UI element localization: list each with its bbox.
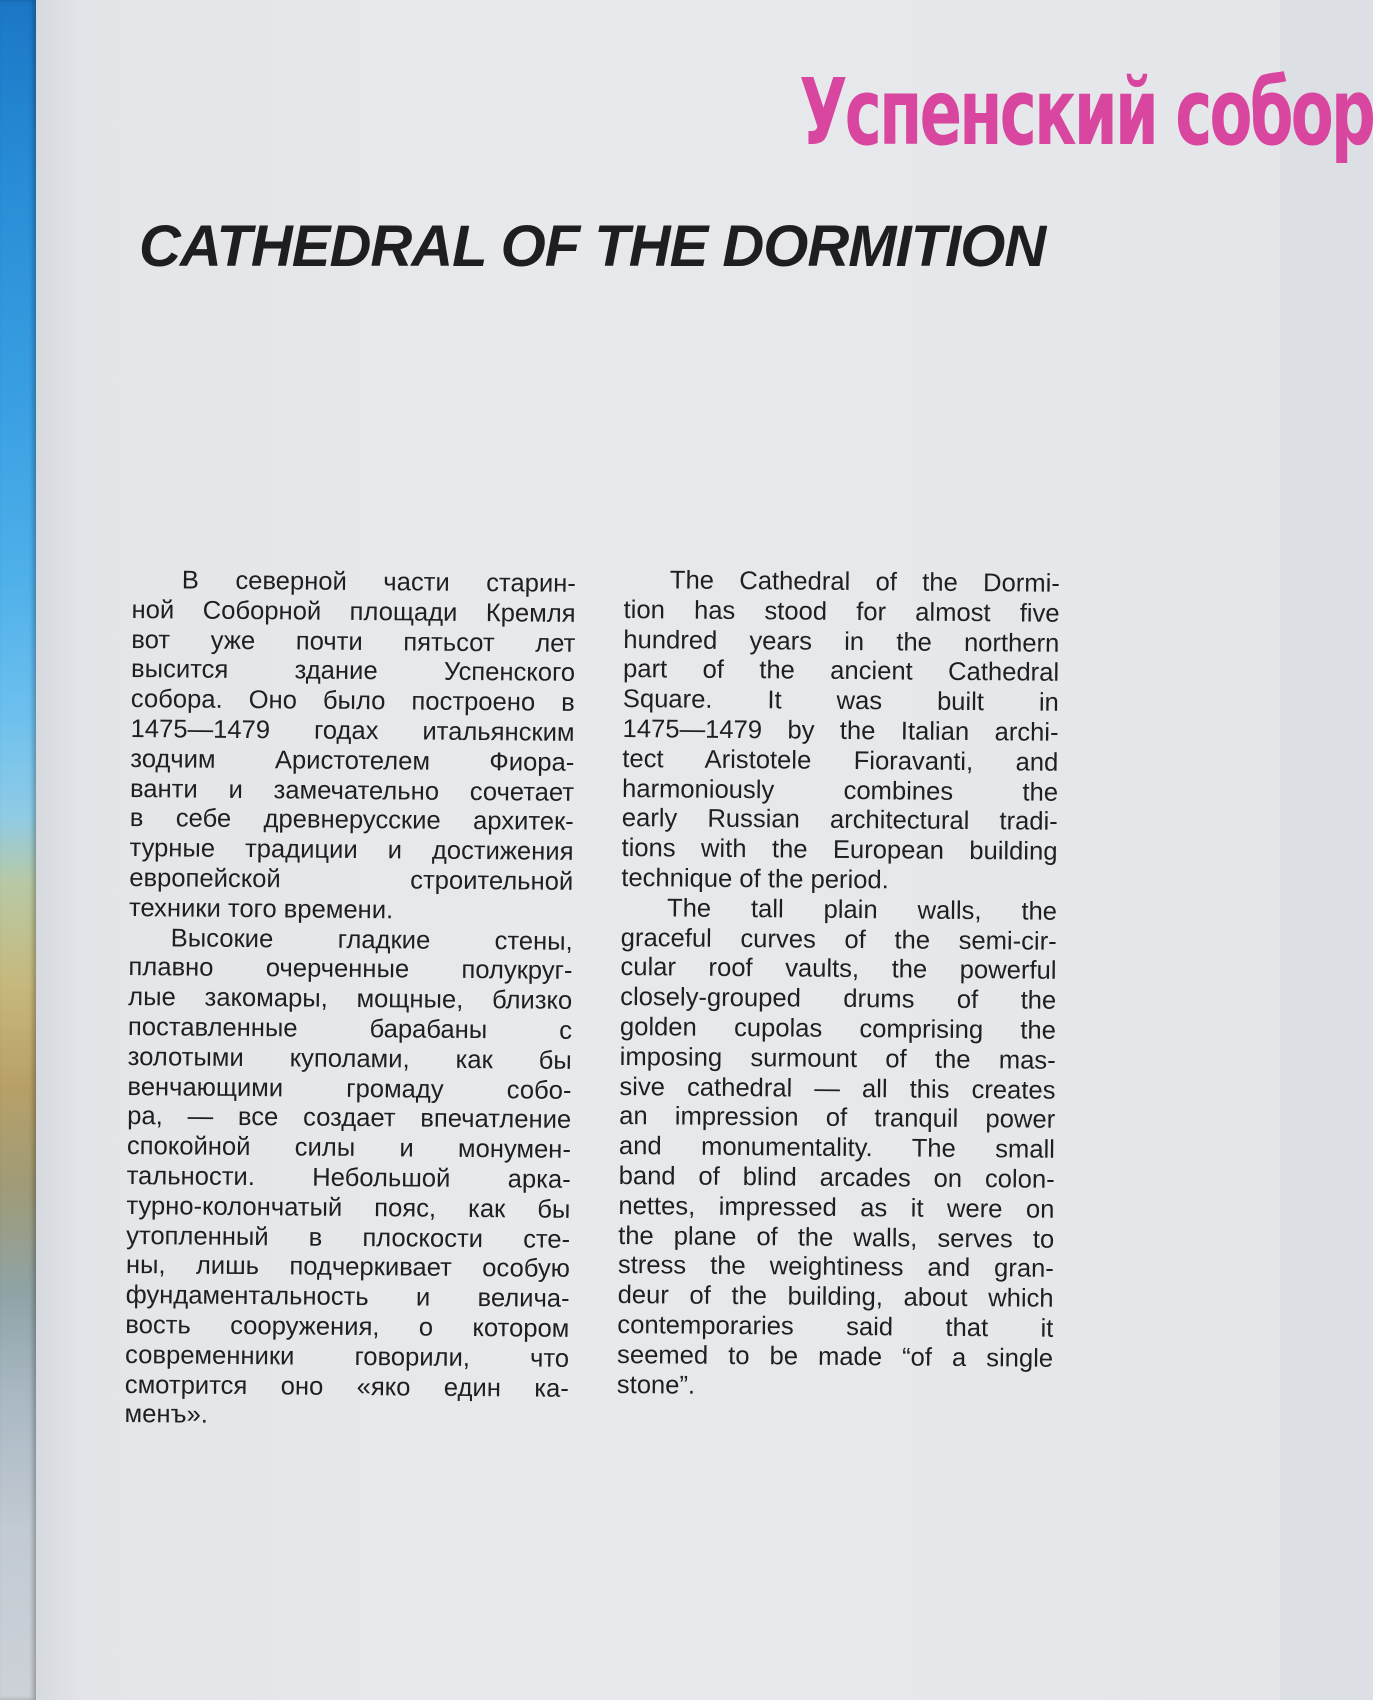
text-line: hundred years in the northern <box>623 625 1060 658</box>
text-line: stress the weightiness and gran- <box>617 1251 1055 1284</box>
text-line: вость сооружения, о котором <box>125 1310 570 1343</box>
text-line: зодчим Аристотелем Фиора- <box>130 744 575 777</box>
text-line: вот уже почти пятьсот лет <box>131 625 576 658</box>
text-line: tect Aristotele Fioravanti, and <box>622 744 1059 777</box>
text-line: contemporaries said that it <box>617 1310 1054 1343</box>
text-line: европейской строительной <box>129 863 574 896</box>
text-line: part of the ancient Cathedral <box>622 655 1060 688</box>
text-line: собора. Оно было построено в <box>130 685 575 718</box>
text-line: поставленные барабаны с <box>127 1012 573 1045</box>
text-line: Square. It was built in <box>622 685 1059 717</box>
text-line: closely-grouped drums of the <box>620 983 1057 1015</box>
text-line: золотыми куполами, как бы <box>127 1042 572 1075</box>
text-line: seemed to be made “of a single <box>616 1340 1054 1373</box>
text-line: deur of the building, about which <box>617 1281 1054 1313</box>
text-line: and monumentality. The small <box>618 1132 1056 1164</box>
text-line: в себе древнерусские архитек- <box>129 804 574 837</box>
text-line: тальности. Небольшой арка- <box>126 1161 571 1194</box>
text-line: 1475—1479 годах итальянским <box>130 714 575 747</box>
text-line: спокойной силы и монумен- <box>126 1132 572 1164</box>
english-text-column <box>617 566 1060 1404</box>
text-line: tion has stood for almost five <box>623 595 1060 628</box>
text-line: плавно очерченные полукруг- <box>128 953 573 986</box>
text-line: высится здание Успенского <box>130 655 576 688</box>
russian-text-column <box>124 566 576 1434</box>
text-line: ной Соборной площади Кремля <box>131 595 576 628</box>
text-line: an impression of tranquil power <box>619 1102 1056 1135</box>
text-line: ра, — все создает впечатление <box>127 1102 572 1135</box>
text-line: В северной части старин- <box>181 566 576 598</box>
text-line: imposing surmount of the mas- <box>619 1042 1056 1075</box>
russian-title: Успенский собор <box>799 59 1373 166</box>
text-line: technique of the period. <box>621 863 889 895</box>
cover-spine <box>0 0 36 1700</box>
text-line: band of blind arcades on colon- <box>618 1161 1055 1194</box>
text-line: stone”. <box>616 1370 696 1400</box>
text-line: техники того времени. <box>128 893 394 925</box>
text-line: Высокие гладкие стены, <box>170 923 573 956</box>
text-line: менъ». <box>124 1400 209 1430</box>
text-line: смотрится оно «яко един ка- <box>124 1370 569 1403</box>
text-line: утопленный в плоскости сте- <box>126 1221 571 1254</box>
text-line: фундаментальность и велича- <box>125 1281 570 1313</box>
text-line: лые закомары, мощные, близко <box>128 983 573 1016</box>
text-line: 1475—1479 by the Italian archi- <box>622 714 1059 747</box>
text-line: венчающими громаду собо- <box>127 1072 572 1105</box>
text-line: The tall plain walls, the <box>666 894 1058 926</box>
text-line: современники говорили, что <box>124 1340 570 1373</box>
text-line: sive cathedral — all this creates <box>619 1072 1056 1105</box>
text-line: турно-колончатый пояс, как бы <box>126 1191 571 1224</box>
english-title: CATHEDRAL OF THE DORMITION <box>139 214 1046 279</box>
text-line: harmoniously combines the <box>621 774 1059 807</box>
text-line: ны, лишь подчеркивает особую <box>125 1251 571 1284</box>
text-line: golden cupolas comprising the <box>619 1012 1057 1045</box>
text-line: турные традиции и достижения <box>129 834 574 867</box>
text-line: The Cathedral of the Dormi- <box>669 566 1060 598</box>
brochure-page <box>36 0 1373 1700</box>
text-line: tions with the European building <box>621 834 1058 866</box>
text-line: graceful curves of the semi-cir- <box>620 923 1057 956</box>
text-line: cular roof vaults, the powerful <box>620 953 1057 986</box>
text-line: early Russian architectural tradi- <box>621 804 1058 837</box>
text-line: the plane of the walls, serves to <box>618 1221 1055 1254</box>
text-line: ванти и замечательно сочетает <box>129 774 575 807</box>
text-line: nettes, impressed as it were on <box>618 1191 1055 1224</box>
